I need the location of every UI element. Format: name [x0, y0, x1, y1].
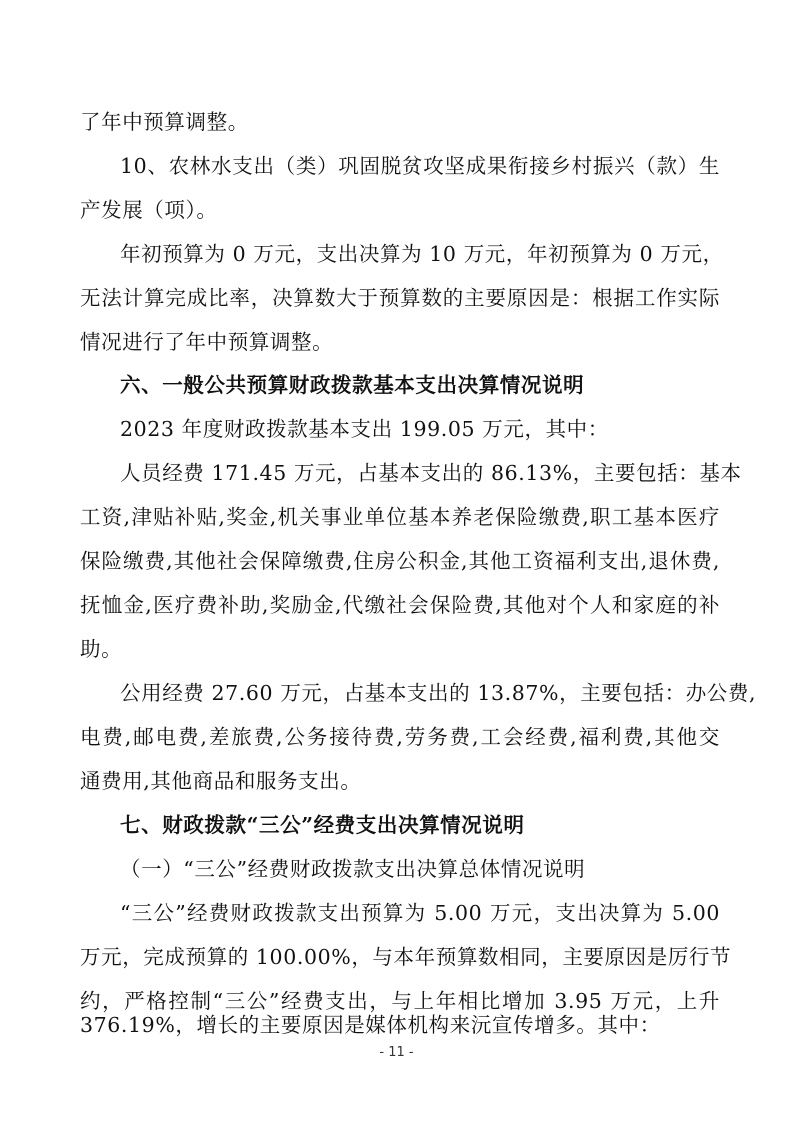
- paragraph-line: 376.19%，增长的主要原因是媒体机构来沅宣传增多。其中：: [80, 1013, 661, 1037]
- paragraph-line: 年初预算为 0 万元，支出决算为 10 万元，年初预算为 0 万元，: [120, 242, 724, 266]
- paragraph-line: “三公”经费财政拨款支出预算为 5.00 万元，支出决算为 5.00: [120, 901, 720, 925]
- paragraph-line: 10、农林水支出（类）巩固脱贫攻坚成果衔接乡村振兴（款）生: [120, 154, 720, 178]
- paragraph-line: 2023 年度财政拨款基本支出 199.05 万元，其中：: [120, 417, 609, 441]
- paragraph-line: 人员经费 171.45 万元，占基本支出的 86.13%，主要包括：基本: [120, 461, 742, 485]
- paragraph-line: 通费用,其他商品和服务支出。: [80, 769, 362, 793]
- section-heading: 七、财政拨款“三公”经费支出决算情况说明: [120, 813, 525, 837]
- paragraph-line: 助。: [80, 637, 123, 661]
- paragraph-line: 无法计算完成比率，决算数大于预算数的主要原因是：根据工作实际: [80, 286, 720, 310]
- paragraph-line: 了年中预算调整。: [80, 110, 249, 134]
- paragraph-line: 公用经费 27.60 万元，占基本支出的 13.87%，主要包括：办公费,: [120, 681, 757, 705]
- paragraph-line: 工资,津贴补贴,奖金,机关事业单位基本养老保险缴费,职工基本医疗: [80, 505, 720, 529]
- paragraph-line: 情况进行了年中预算调整。: [80, 330, 334, 354]
- subsection-heading: （一）“三公”经费财政拨款支出决算总体情况说明: [120, 857, 586, 881]
- paragraph-line: 抚恤金,医疗费补助,奖励金,代缴社会保险费,其他对个人和家庭的补: [80, 593, 720, 617]
- page-number: - 11 -: [379, 1045, 414, 1060]
- paragraph-line: 万元，完成预算的 100.00%，与本年预算数相同，主要原因是厉行节: [80, 945, 732, 969]
- section-heading: 六、一般公共预算财政拨款基本支出决算情况说明: [120, 373, 585, 397]
- paragraph-line: 约，严格控制“三公”经费支出，与上年相比增加 3.95 万元，上升: [80, 989, 720, 1013]
- paragraph-line: 保险缴费,其他社会保障缴费,住房公积金,其他工资福利支出,退休费,: [80, 549, 720, 573]
- paragraph-line: 电费,邮电费,差旅费,公务接待费,劳务费,工会经费,福利费,其他交: [80, 725, 720, 749]
- paragraph-line: 产发展（项）。: [80, 198, 218, 222]
